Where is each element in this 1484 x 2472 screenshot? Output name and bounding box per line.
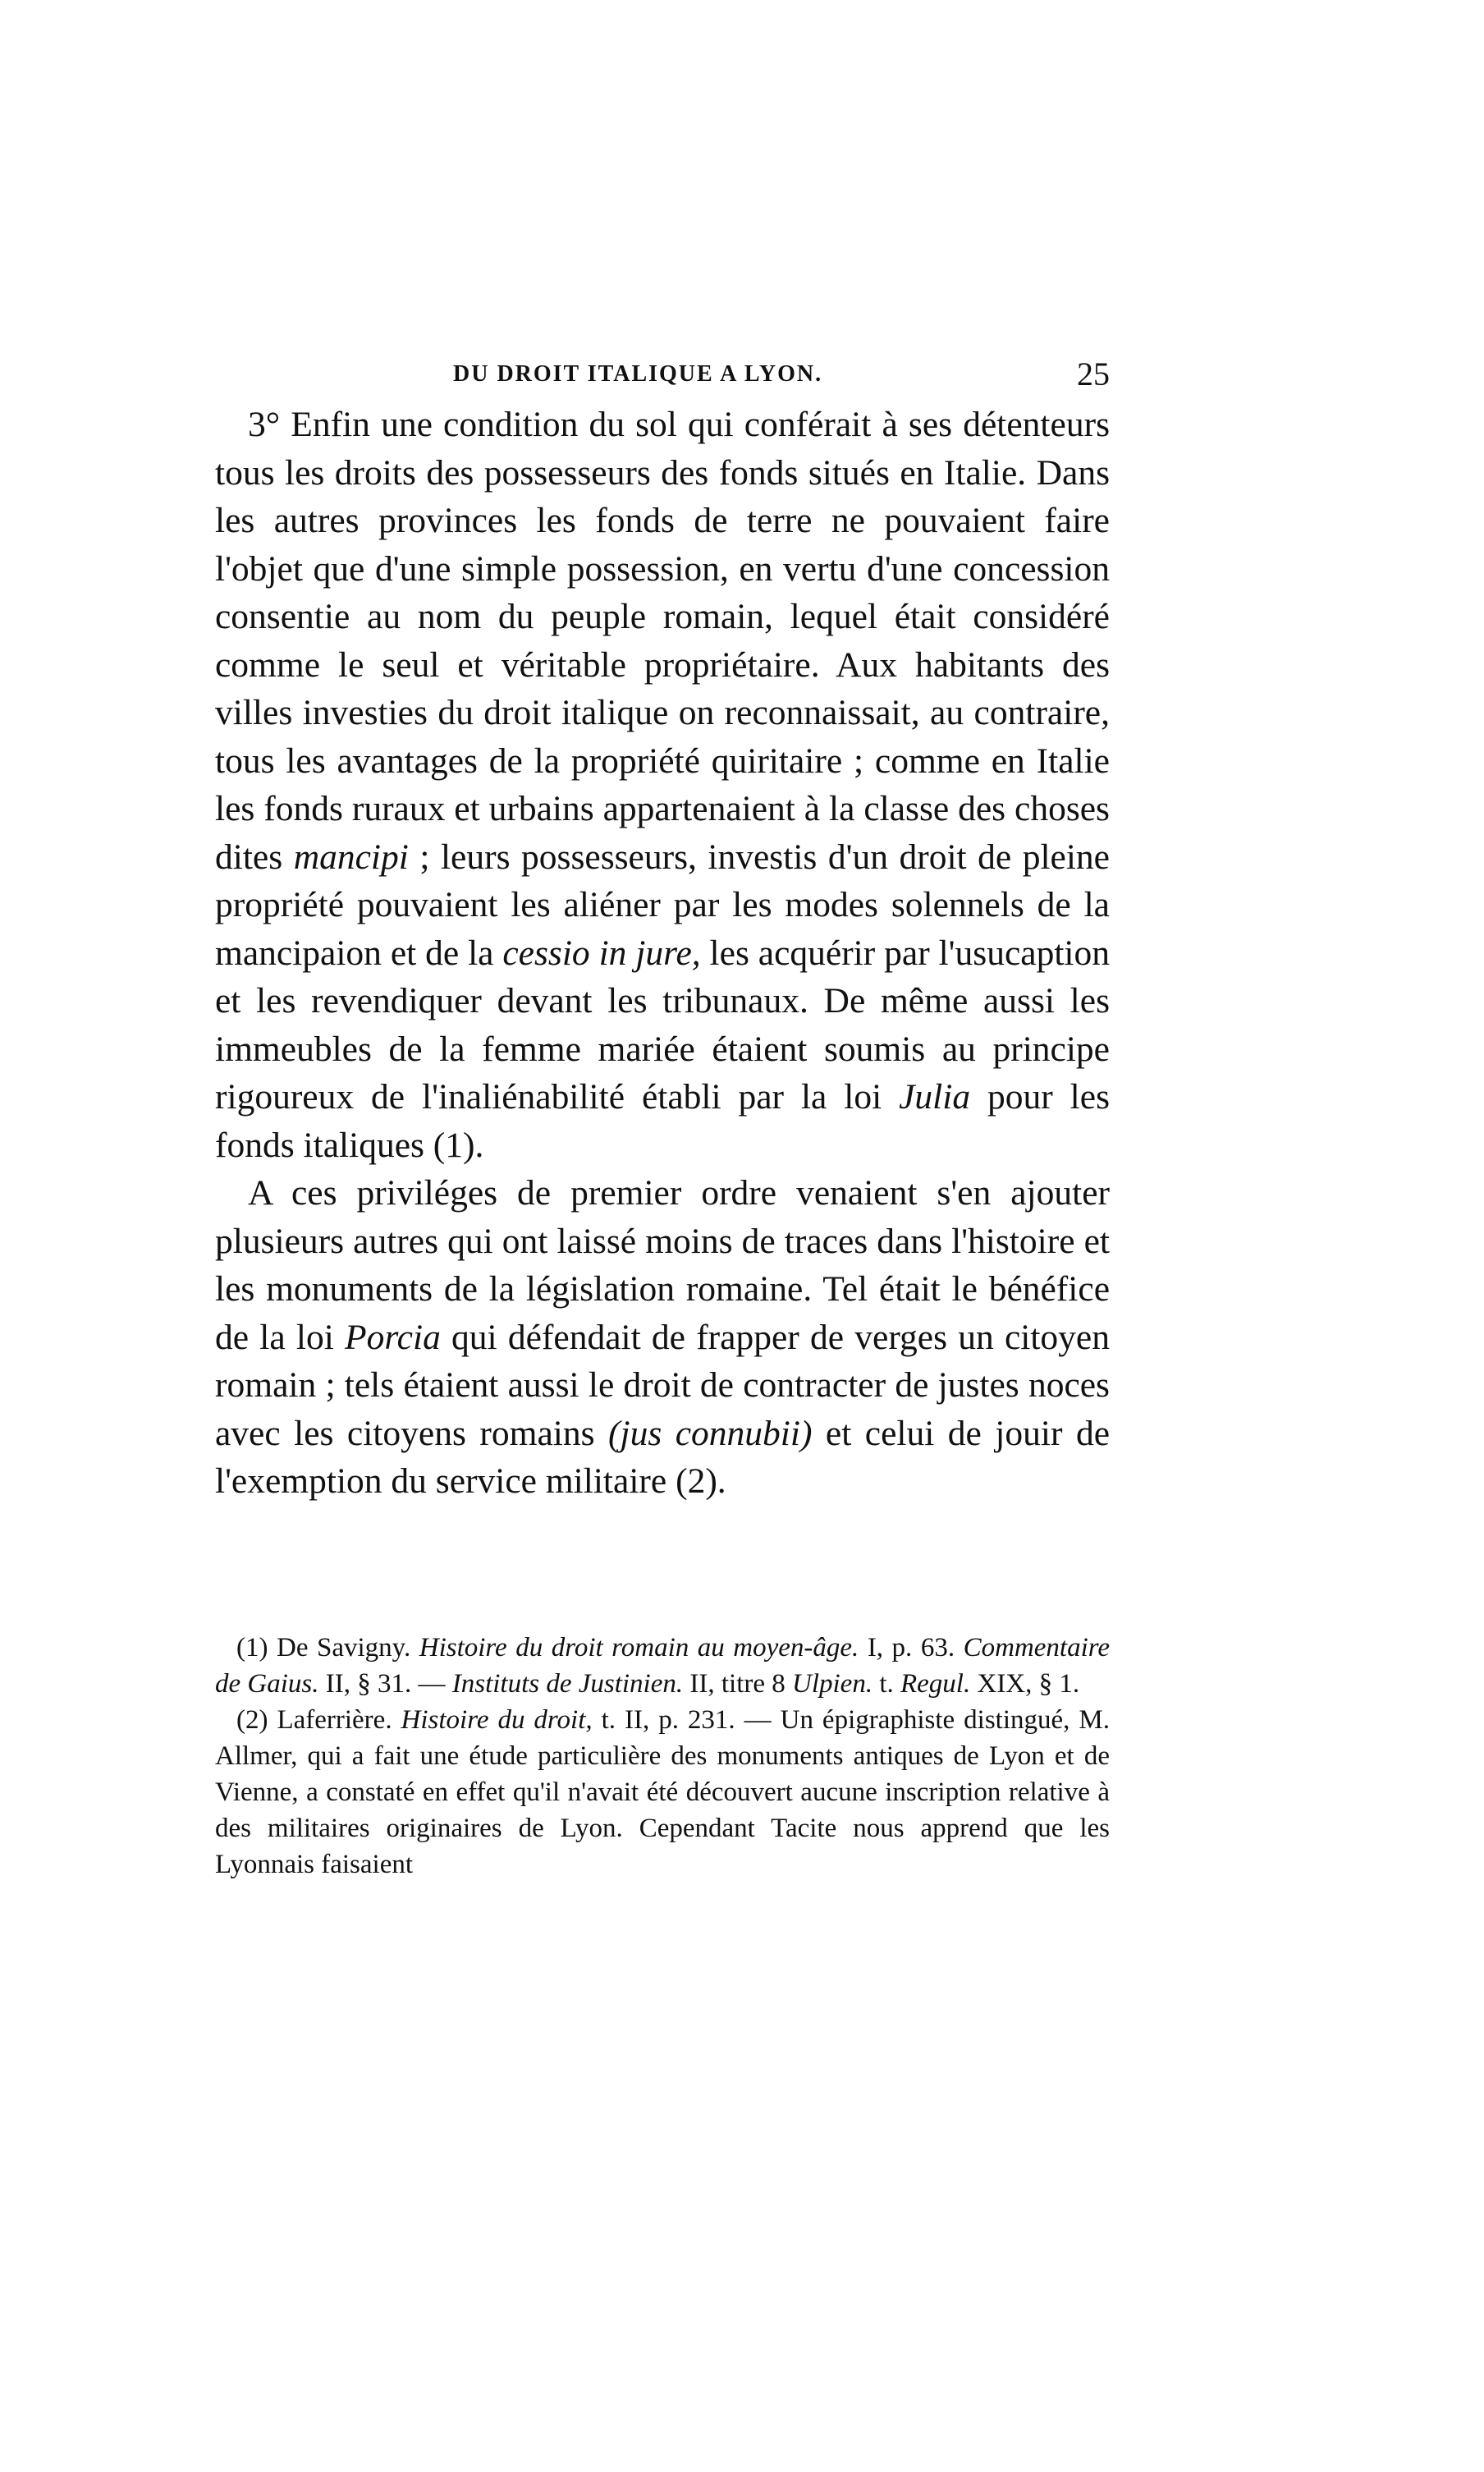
italic-term: Julia [899, 1077, 971, 1117]
text-run: II, titre 8 [683, 1669, 792, 1699]
text-run: II, § 31. — [318, 1669, 452, 1699]
italic-term: Porcia [345, 1317, 441, 1357]
text-run: les acquérir par l'usucaption et les revendiquer devant les tribunaux. De même aussi les immeubles de la femme mariée étaient soumis au principe rigoureux de l'inaliénabilité établi par la loi [215, 933, 1110, 1117]
text-run: (2) Laferrière. [236, 1705, 401, 1735]
italic-term: (jus connubii) [608, 1413, 813, 1453]
footnote-2 [215, 1702, 1110, 1883]
footnotes [215, 1630, 1110, 1883]
italic-title: Histoire du droit romain au moyen-âge. [419, 1633, 859, 1663]
italic-title: Histoire du droit, [401, 1705, 593, 1735]
text-run: pour les fonds italiques (1). [215, 1077, 1110, 1165]
paragraph-2 [215, 1169, 1110, 1506]
text-run: t. II, p. 231. — Un épigraphiste distingué, M. Allmer, qui a fait une étude particulière des monuments antiques de Lyon et de Vienne, a constaté en effet qu'il n'avait été découvert aucune inscription relative à des militaires originaires de Lyon. Cependant Tacite nous apprend que les Lyonnais faisaient [215, 1705, 1110, 1879]
text-run: A ces priviléges de premier ordre venaient s'en ajouter plusieurs autres qui ont laissé moins de traces dans l'histoire et les monuments de la législation romaine. Tel était le bénéfice de la loi [215, 1173, 1110, 1357]
text-run: et celui de jouir de l'exemption du service militaire (2). [215, 1413, 1110, 1501]
text-run: (1) De Savigny. [236, 1633, 419, 1663]
italic-title: Regul. [900, 1669, 971, 1699]
running-head [215, 355, 1110, 402]
text-run: ; leurs possesseurs, investis d'un droit de pleine propriété pouvaient les aliéner par les modes solennels de la mancipaion et de la [215, 837, 1110, 973]
text-run: t. [873, 1669, 900, 1699]
running-title: DU DROIT ITALIQUE A LYON. [453, 361, 823, 387]
text-run: I, p. 63. [859, 1633, 964, 1663]
main-text [215, 401, 1110, 1506]
italic-title: Commentaire de Gaius. [215, 1633, 1111, 1699]
italic-title: Instituts de Justinien. [451, 1669, 684, 1699]
italic-term: mancipi [293, 837, 409, 877]
text-run: 3° Enfin une condition du sol qui conférait à ses détenteurs tous les droits des possesseurs des fonds situés en Italie. Dans les autres provinces les fonds de terre ne pouvaient faire l'objet que d'une simple possession, en vertu d'une concession consentie au nom du peuple romain, lequel était considéré comme le seul et véritable propriétaire. Aux habitants des villes investies du droit italique on reconnaissait, au contraire, tous les avantages de la propriété quiritaire ; comme en Italie les fonds ruraux et urbains appartenaient à la classe des choses dites [215, 405, 1110, 877]
italic-title: Ulpien. [792, 1669, 873, 1699]
paragraph-1 [215, 401, 1110, 1169]
text-run: qui défendait de frapper de verges un citoyen romain ; tels étaient aussi le droit de contracter de justes noces avec les citoyens romains [215, 1317, 1110, 1453]
page-number: 25 [1077, 355, 1110, 392]
italic-term: cessio in jure, [502, 933, 701, 973]
text-run: XIX, § 1. [970, 1669, 1080, 1699]
footnote-1 [215, 1630, 1110, 1702]
